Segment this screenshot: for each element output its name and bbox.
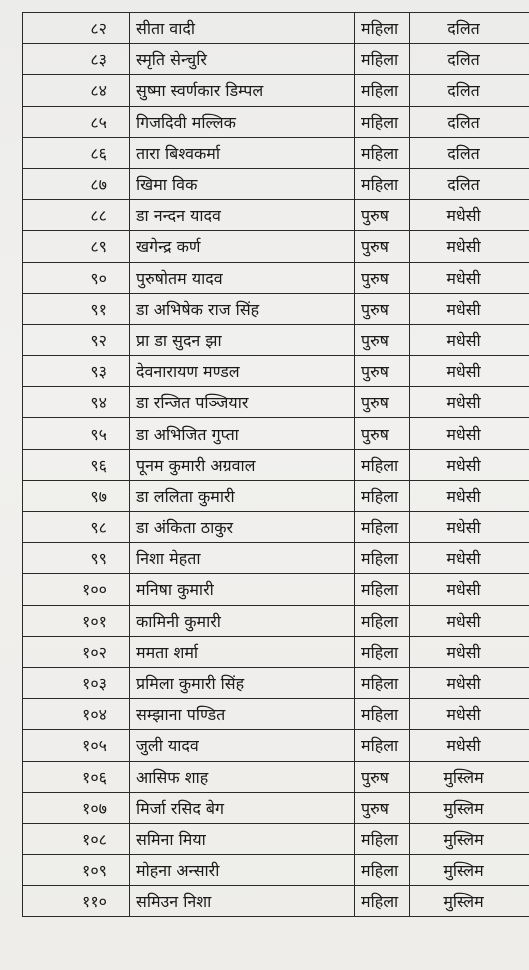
table-row bbox=[23, 480, 529, 511]
table-row bbox=[23, 886, 529, 917]
serial-number-cell: ८३ bbox=[23, 44, 130, 75]
group-cell: मुस्लिम bbox=[410, 823, 529, 854]
name-cell: डा नन्दन यादव bbox=[130, 200, 355, 231]
gender-cell: पुरुष bbox=[355, 761, 410, 792]
gender-cell: महिला bbox=[355, 13, 410, 44]
serial-number-cell: ९८ bbox=[23, 512, 130, 543]
table-row bbox=[23, 387, 529, 418]
name-cell: डा रन्जित पञ्जियार bbox=[130, 387, 355, 418]
serial-number-cell: ८४ bbox=[23, 75, 130, 106]
group-cell: मधेसी bbox=[410, 262, 529, 293]
serial-number-cell: ८२ bbox=[23, 13, 130, 44]
serial-number-cell: १०० bbox=[23, 574, 130, 605]
name-cell: प्रमिला कुमारी सिंह bbox=[130, 667, 355, 698]
gender-cell: महिला bbox=[355, 636, 410, 667]
table-row bbox=[23, 792, 529, 823]
table-row bbox=[23, 574, 529, 605]
gender-cell: पुरुष bbox=[355, 262, 410, 293]
serial-number-cell: ८६ bbox=[23, 137, 130, 168]
table-body bbox=[23, 13, 529, 917]
group-cell: मधेसी bbox=[410, 667, 529, 698]
serial-number-cell: ९३ bbox=[23, 356, 130, 387]
group-cell: मुस्लिम bbox=[410, 761, 529, 792]
name-cell: निशा मेहता bbox=[130, 543, 355, 574]
name-cell: डा अंकिता ठाकुर bbox=[130, 512, 355, 543]
group-cell: मधेसी bbox=[410, 324, 529, 355]
serial-number-cell: ९२ bbox=[23, 324, 130, 355]
table-row bbox=[23, 13, 529, 44]
group-cell: मधेसी bbox=[410, 636, 529, 667]
table-row bbox=[23, 293, 529, 324]
name-cell: समिउन निशा bbox=[130, 886, 355, 917]
gender-cell: महिला bbox=[355, 137, 410, 168]
name-cell: पुरुषोतम यादव bbox=[130, 262, 355, 293]
table-row bbox=[23, 231, 529, 262]
table-row bbox=[23, 324, 529, 355]
table-row bbox=[23, 855, 529, 886]
gender-cell: पुरुष bbox=[355, 200, 410, 231]
table-row bbox=[23, 200, 529, 231]
serial-number-cell: १०२ bbox=[23, 636, 130, 667]
serial-number-cell: ११० bbox=[23, 886, 130, 917]
table-row bbox=[23, 667, 529, 698]
gender-cell: महिला bbox=[355, 823, 410, 854]
gender-cell: महिला bbox=[355, 480, 410, 511]
gender-cell: पुरुष bbox=[355, 792, 410, 823]
gender-cell: महिला bbox=[355, 699, 410, 730]
table-row bbox=[23, 44, 529, 75]
name-cell: मनिषा कुमारी bbox=[130, 574, 355, 605]
name-cell: आसिफ शाह bbox=[130, 761, 355, 792]
gender-cell: महिला bbox=[355, 106, 410, 137]
serial-number-cell: ९९ bbox=[23, 543, 130, 574]
serial-number-cell: ९७ bbox=[23, 480, 130, 511]
table-row bbox=[23, 75, 529, 106]
group-cell: दलित bbox=[410, 44, 529, 75]
gender-cell: महिला bbox=[355, 449, 410, 480]
gender-cell: महिला bbox=[355, 730, 410, 761]
candidate-table bbox=[22, 12, 529, 917]
table-row bbox=[23, 823, 529, 854]
name-cell: डा ललिता कुमारी bbox=[130, 480, 355, 511]
name-cell: कामिनी कुमारी bbox=[130, 605, 355, 636]
name-cell: खगेन्द्र कर्ण bbox=[130, 231, 355, 262]
gender-cell: महिला bbox=[355, 168, 410, 199]
group-cell: मधेसी bbox=[410, 512, 529, 543]
serial-number-cell: १०९ bbox=[23, 855, 130, 886]
serial-number-cell: १०६ bbox=[23, 761, 130, 792]
name-cell: जुली यादव bbox=[130, 730, 355, 761]
serial-number-cell: १०७ bbox=[23, 792, 130, 823]
serial-number-cell: ९५ bbox=[23, 418, 130, 449]
gender-cell: महिला bbox=[355, 574, 410, 605]
serial-number-cell: ८९ bbox=[23, 231, 130, 262]
gender-cell: महिला bbox=[355, 44, 410, 75]
table-row bbox=[23, 636, 529, 667]
gender-cell: पुरुष bbox=[355, 293, 410, 324]
table-row bbox=[23, 418, 529, 449]
serial-number-cell: ८८ bbox=[23, 200, 130, 231]
group-cell: दलित bbox=[410, 137, 529, 168]
serial-number-cell: ८७ bbox=[23, 168, 130, 199]
serial-number-cell: १०४ bbox=[23, 699, 130, 730]
name-cell: सीता वादी bbox=[130, 13, 355, 44]
group-cell: दलित bbox=[410, 106, 529, 137]
name-cell: गिजदिवी मल्लिक bbox=[130, 106, 355, 137]
gender-cell: महिला bbox=[355, 855, 410, 886]
gender-cell: महिला bbox=[355, 886, 410, 917]
group-cell: मुस्लिम bbox=[410, 792, 529, 823]
group-cell: मधेसी bbox=[410, 605, 529, 636]
group-cell: दलित bbox=[410, 75, 529, 106]
gender-cell: पुरुष bbox=[355, 356, 410, 387]
gender-cell: पुरुष bbox=[355, 387, 410, 418]
gender-cell: महिला bbox=[355, 512, 410, 543]
name-cell: समिना मिया bbox=[130, 823, 355, 854]
gender-cell: महिला bbox=[355, 543, 410, 574]
serial-number-cell: १०५ bbox=[23, 730, 130, 761]
gender-cell: महिला bbox=[355, 667, 410, 698]
name-cell: डा अभिषेक राज सिंह bbox=[130, 293, 355, 324]
group-cell: मधेसी bbox=[410, 730, 529, 761]
name-cell: डा अभिजित गुप्ता bbox=[130, 418, 355, 449]
table-row bbox=[23, 137, 529, 168]
name-cell: पूनम कुमारी अग्रवाल bbox=[130, 449, 355, 480]
group-cell: मधेसी bbox=[410, 418, 529, 449]
gender-cell: महिला bbox=[355, 75, 410, 106]
gender-cell: महिला bbox=[355, 605, 410, 636]
gender-cell: पुरुष bbox=[355, 231, 410, 262]
serial-number-cell: १०१ bbox=[23, 605, 130, 636]
table-row bbox=[23, 761, 529, 792]
serial-number-cell: १०३ bbox=[23, 667, 130, 698]
table-row bbox=[23, 168, 529, 199]
group-cell: दलित bbox=[410, 168, 529, 199]
name-cell: देवनारायण मण्डल bbox=[130, 356, 355, 387]
group-cell: दलित bbox=[410, 13, 529, 44]
group-cell: मधेसी bbox=[410, 200, 529, 231]
table-row bbox=[23, 449, 529, 480]
group-cell: मधेसी bbox=[410, 699, 529, 730]
table-row bbox=[23, 262, 529, 293]
table-row bbox=[23, 106, 529, 137]
table-row bbox=[23, 543, 529, 574]
group-cell: मधेसी bbox=[410, 449, 529, 480]
group-cell: मधेसी bbox=[410, 231, 529, 262]
table-row bbox=[23, 356, 529, 387]
group-cell: मधेसी bbox=[410, 574, 529, 605]
gender-cell: पुरुष bbox=[355, 418, 410, 449]
name-cell: तारा बिश्वकर्मा bbox=[130, 137, 355, 168]
name-cell: सुष्मा स्वर्णकार डिम्पल bbox=[130, 75, 355, 106]
name-cell: मोहना अन्सारी bbox=[130, 855, 355, 886]
serial-number-cell: ९० bbox=[23, 262, 130, 293]
name-cell: स्मृति सेन्चुरि bbox=[130, 44, 355, 75]
serial-number-cell: ९६ bbox=[23, 449, 130, 480]
table-row bbox=[23, 730, 529, 761]
group-cell: मधेसी bbox=[410, 480, 529, 511]
name-cell: खिमा विक bbox=[130, 168, 355, 199]
table-row bbox=[23, 605, 529, 636]
group-cell: मधेसी bbox=[410, 356, 529, 387]
name-cell: ममता शर्मा bbox=[130, 636, 355, 667]
serial-number-cell: ८५ bbox=[23, 106, 130, 137]
table-row bbox=[23, 512, 529, 543]
group-cell: मधेसी bbox=[410, 543, 529, 574]
name-cell: प्रा डा सुदन झा bbox=[130, 324, 355, 355]
name-cell: सम्झाना पण्डित bbox=[130, 699, 355, 730]
group-cell: मुस्लिम bbox=[410, 855, 529, 886]
group-cell: मधेसी bbox=[410, 293, 529, 324]
serial-number-cell: ९४ bbox=[23, 387, 130, 418]
table-row bbox=[23, 699, 529, 730]
gender-cell: पुरुष bbox=[355, 324, 410, 355]
serial-number-cell: १०८ bbox=[23, 823, 130, 854]
group-cell: मधेसी bbox=[410, 387, 529, 418]
name-cell: मिर्जा रसिद बेग bbox=[130, 792, 355, 823]
serial-number-cell: ९१ bbox=[23, 293, 130, 324]
group-cell: मुस्लिम bbox=[410, 886, 529, 917]
